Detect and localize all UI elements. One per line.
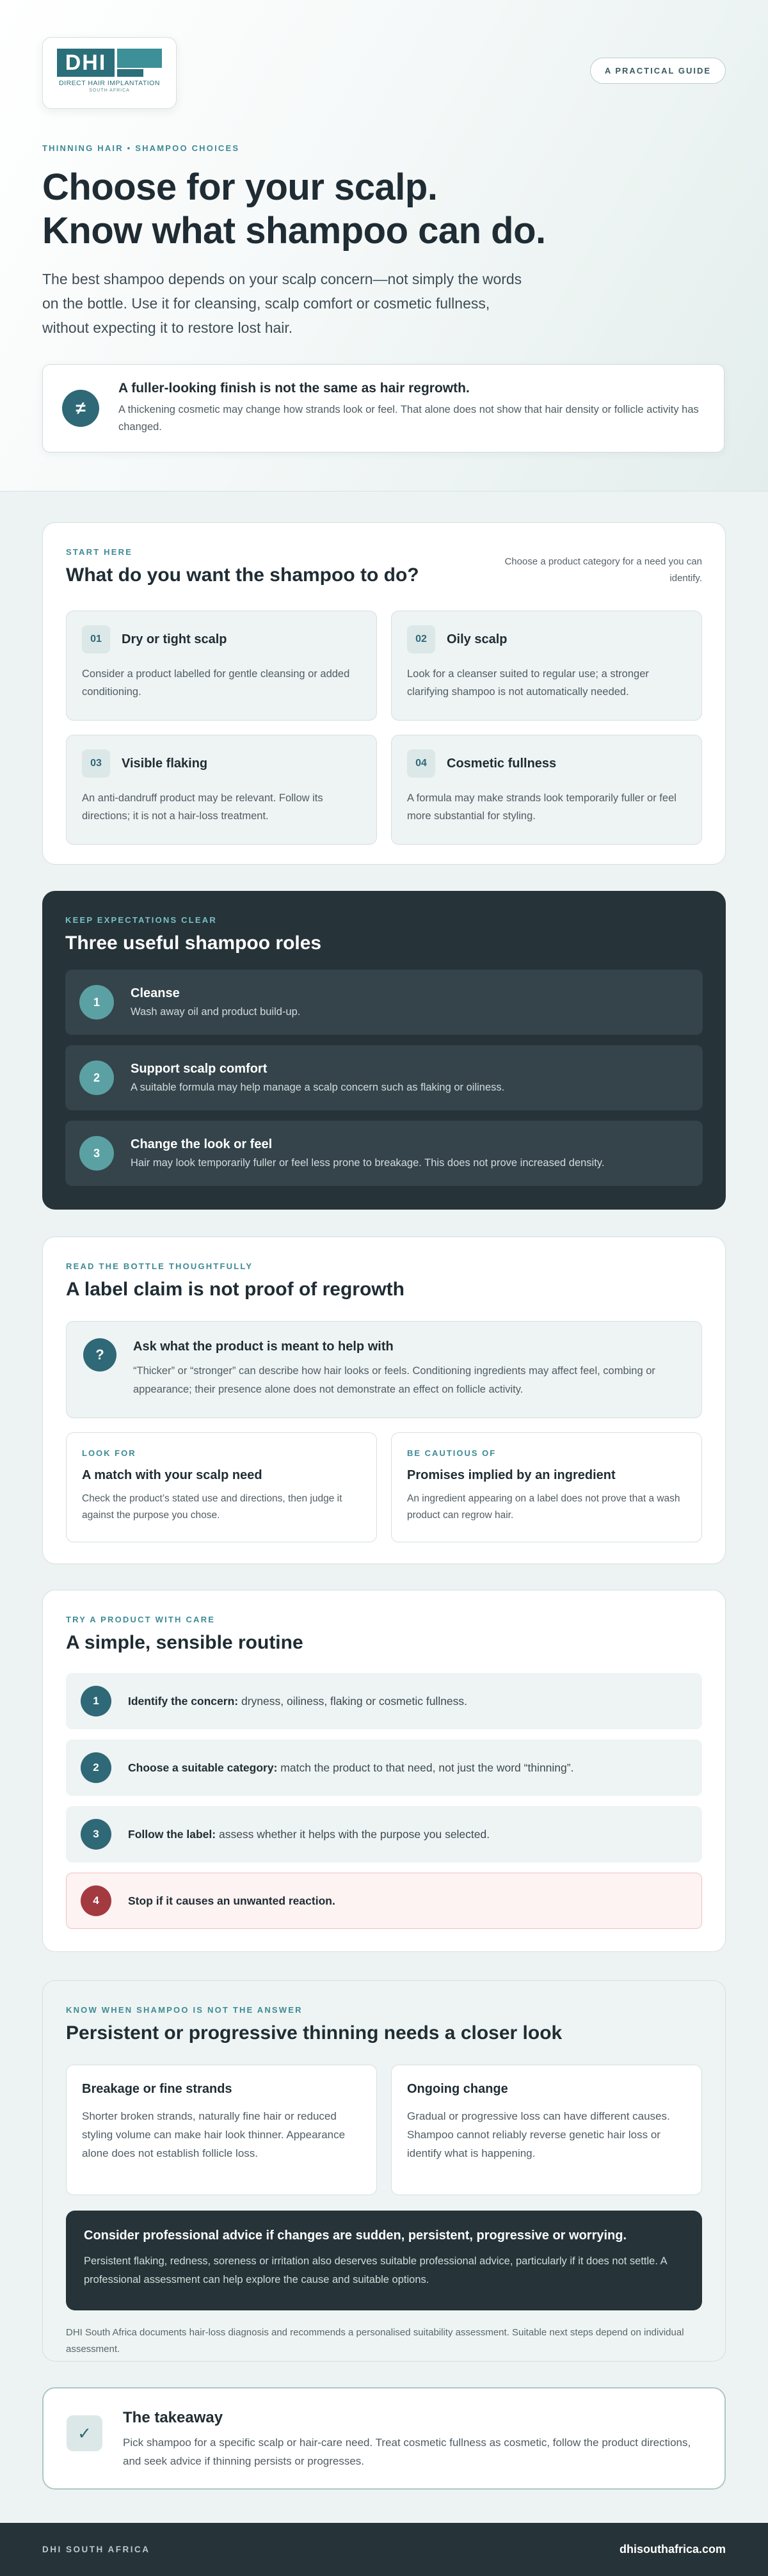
not-equal-icon: ≠ bbox=[62, 390, 99, 427]
routine-step bbox=[66, 1806, 702, 1862]
need-tile-dry-scalp bbox=[66, 611, 377, 721]
need-title: Cosmetic fullness bbox=[447, 756, 557, 771]
callout-title: A fuller-looking finish is not the same as hair regrowth. bbox=[118, 381, 470, 396]
page-title-line-1: Choose for your scalp. bbox=[42, 166, 438, 208]
need-title: Dry or tight scalp bbox=[122, 632, 227, 646]
needs-title: What do you want the shampoo to do? bbox=[66, 564, 419, 586]
ongoing-change-card bbox=[391, 2065, 702, 2195]
label-title: A label claim is not proof of regrowth bbox=[66, 1279, 404, 1300]
hero-lead: The best shampoo depends on your scalp concern—not simply the words on the bottle. Use it for cleansing, scalp comfort or cosmetic fullness, without expecting it to restore lost hair. bbox=[42, 271, 522, 336]
closer-eyebrow: KNOW WHEN SHAMPOO IS NOT THE ANSWER bbox=[66, 2005, 303, 2015]
breakage-card bbox=[66, 2065, 377, 2195]
step-text-rest: dryness, oiliness, flaking or cosmetic fullness. bbox=[238, 1694, 468, 1708]
breakage-title: Breakage or fine strands bbox=[82, 2082, 232, 2096]
breakage-body: Shorter broken strands, naturally fine hair or reduced styling volume can make hair look thinner. Appearance alone does not establish follicle loss. bbox=[82, 2110, 346, 2159]
dhi-note: DHI South Africa documents hair-loss diagnosis and recommends a personalised suitability assessment. Suitable next steps depend on individual assessment. bbox=[66, 2327, 684, 2355]
need-number: 04 bbox=[407, 749, 435, 778]
cautious-kicker: BE CAUTIOUS OF bbox=[407, 1448, 497, 1458]
advice-body: Persistent flaking, redness, soreness or irritation also deserves suitable professional advice, particularly if it does not settle. A professional assessment can help explore the cause and suitable options. bbox=[84, 2255, 667, 2285]
roles-title: Three useful shampoo roles bbox=[65, 932, 322, 954]
logo-letters: DHI bbox=[57, 49, 115, 77]
roles-list bbox=[65, 970, 703, 1186]
need-body: Consider a product labelled for gentle cleansing or added conditioning. bbox=[82, 668, 350, 698]
step-text bbox=[128, 1894, 335, 1908]
logo-tagline: DIRECT HAIR IMPLANTATION bbox=[59, 79, 160, 87]
routine-section bbox=[42, 1590, 726, 1952]
step-text bbox=[128, 1695, 467, 1708]
need-title: Visible flaking bbox=[122, 756, 208, 771]
label-grid bbox=[66, 1432, 702, 1542]
ongoing-title: Ongoing change bbox=[407, 2082, 508, 2096]
need-tile-visible-flaking bbox=[66, 735, 377, 845]
need-number: 03 bbox=[82, 749, 110, 778]
need-number: 02 bbox=[407, 625, 435, 653]
step-number: 3 bbox=[81, 1819, 111, 1850]
page-title bbox=[42, 166, 726, 253]
takeaway-title: The takeaway bbox=[123, 2409, 223, 2426]
footer bbox=[0, 2523, 768, 2576]
step-text-rest: match the product to that need, not just the word “thinning”. bbox=[277, 1761, 574, 1774]
step-text-rest: assess whether it helps with the purpose you selected. bbox=[216, 1827, 490, 1841]
need-number: 01 bbox=[82, 625, 110, 653]
routine-steps bbox=[66, 1673, 702, 1929]
hero-eyebrow: THINNING HAIR • SHAMPOO CHOICES bbox=[42, 143, 240, 153]
check-icon: ✓ bbox=[67, 2415, 102, 2451]
role-body: Wash away oil and product build-up. bbox=[131, 1006, 301, 1018]
needs-aside: Choose a product category for a need you can identify. bbox=[504, 556, 702, 584]
look-for-card bbox=[66, 1432, 377, 1542]
step-number: 1 bbox=[81, 1686, 111, 1716]
professional-advice-box bbox=[66, 2211, 702, 2310]
need-body: An anti-dandruff product may be relevant. Follow its directions; it is not a hair-loss treatment. bbox=[82, 792, 323, 822]
closer-look-section bbox=[42, 1980, 726, 2362]
need-body: Look for a cleanser suited to regular use; a stronger clarifying shampoo is not automatically needed. bbox=[407, 668, 649, 698]
look-for-kicker: LOOK FOR bbox=[82, 1448, 136, 1458]
takeaway-body: Pick shampoo for a specific scalp or hair-care need. Treat cosmetic fullness as cosmetic, follow the product directions, and seek advice if thinning persists or progresses. bbox=[123, 2436, 691, 2467]
ask-title: Ask what the product is meant to help with bbox=[133, 1340, 394, 1354]
page-title-line-2: Know what shampoo can do. bbox=[42, 210, 546, 252]
look-for-title: A match with your scalp need bbox=[82, 1468, 262, 1482]
role-number: 2 bbox=[79, 1060, 114, 1095]
ask-body: “Thicker” or “stronger” can describe how hair looks or feels. Conditioning ingredients may affect feel, combing or appearance; their presence alone does not demonstrate an effect on follicle activity. bbox=[133, 1365, 655, 1395]
advice-title: Consider professional advice if changes are sudden, persistent, progressive or worrying. bbox=[84, 2228, 627, 2243]
guide-pill-badge: A PRACTICAL GUIDE bbox=[590, 58, 726, 84]
role-number: 3 bbox=[79, 1136, 114, 1171]
takeaway-card bbox=[42, 2387, 726, 2490]
role-body: Hair may look temporarily fuller or feel less prone to breakage. This does not prove increased density. bbox=[131, 1157, 605, 1169]
step-text-bold: Choose a suitable category: bbox=[128, 1761, 278, 1774]
label-section bbox=[42, 1236, 726, 1564]
role-item-look-feel bbox=[65, 1121, 703, 1186]
hero-section bbox=[0, 0, 768, 492]
step-text bbox=[128, 1761, 573, 1775]
look-for-body: Check the product’s stated use and directions, then judge it against the purpose you chose. bbox=[82, 1493, 342, 1521]
need-title: Oily scalp bbox=[447, 632, 508, 646]
step-text-bold: Identify the concern: bbox=[128, 1694, 239, 1708]
step-number: 2 bbox=[81, 1752, 111, 1783]
routine-eyebrow: TRY A PRODUCT WITH CARE bbox=[66, 1615, 216, 1624]
question-icon: ? bbox=[83, 1338, 116, 1372]
routine-step bbox=[66, 1740, 702, 1796]
cautious-card bbox=[391, 1432, 702, 1542]
role-item-cleanse bbox=[65, 970, 703, 1035]
needs-grid bbox=[66, 611, 702, 845]
role-title: Support scalp comfort bbox=[131, 1062, 268, 1076]
regrowth-callout bbox=[42, 364, 724, 452]
need-tile-cosmetic-fullness bbox=[391, 735, 702, 845]
dhi-logo bbox=[57, 49, 162, 97]
role-title: Change the look or feel bbox=[131, 1137, 273, 1151]
roles-section bbox=[42, 891, 726, 1210]
role-number: 1 bbox=[79, 985, 114, 1020]
routine-title: A simple, sensible routine bbox=[66, 1632, 303, 1653]
footer-brand: DHI SOUTH AFRICA bbox=[42, 2545, 150, 2554]
routine-step bbox=[66, 1673, 702, 1729]
closer-grid bbox=[66, 2065, 702, 2195]
ask-callout bbox=[66, 1321, 702, 1418]
need-tile-oily-scalp bbox=[391, 611, 702, 721]
need-body: A formula may make strands look temporarily fuller or feel more substantial for styling. bbox=[407, 792, 676, 822]
logo-region: SOUTH AFRICA bbox=[89, 88, 130, 93]
ongoing-body: Gradual or progressive loss can have different causes. Shampoo cannot reliably reverse genetic hair loss or identify what is happening. bbox=[407, 2110, 670, 2159]
logo-mark bbox=[57, 49, 162, 77]
needs-section bbox=[42, 522, 726, 865]
routine-step-warning bbox=[66, 1873, 702, 1929]
footer-website-link[interactable]: dhisouthafrica.com bbox=[619, 2543, 726, 2556]
cautious-title: Promises implied by an ingredient bbox=[407, 1468, 616, 1482]
step-text bbox=[128, 1828, 490, 1841]
brand-logo-card[interactable] bbox=[42, 37, 177, 109]
logo-bar-shape bbox=[117, 49, 162, 77]
callout-body: A thickening cosmetic may change how strands look or feel. That alone does not show that hair density or follicle activity has changed. bbox=[118, 404, 699, 433]
step-text-bold: Follow the label: bbox=[128, 1827, 216, 1841]
role-body: A suitable formula may help manage a scalp concern such as flaking or oiliness. bbox=[131, 1082, 505, 1093]
closer-title: Persistent or progressive thinning needs a closer look bbox=[66, 2022, 563, 2044]
role-item-scalp-comfort bbox=[65, 1045, 703, 1110]
step-number: 4 bbox=[81, 1885, 111, 1916]
step-text-bold: Stop if it causes an unwanted reaction. bbox=[128, 1894, 335, 1907]
cautious-body: An ingredient appearing on a label does not prove that a wash product can regrow hair. bbox=[407, 1493, 680, 1521]
needs-eyebrow: START HERE bbox=[66, 547, 133, 557]
role-title: Cleanse bbox=[131, 986, 180, 1000]
roles-eyebrow: KEEP EXPECTATIONS CLEAR bbox=[65, 915, 217, 925]
label-eyebrow: READ THE BOTTLE THOUGHTFULLY bbox=[66, 1261, 253, 1271]
